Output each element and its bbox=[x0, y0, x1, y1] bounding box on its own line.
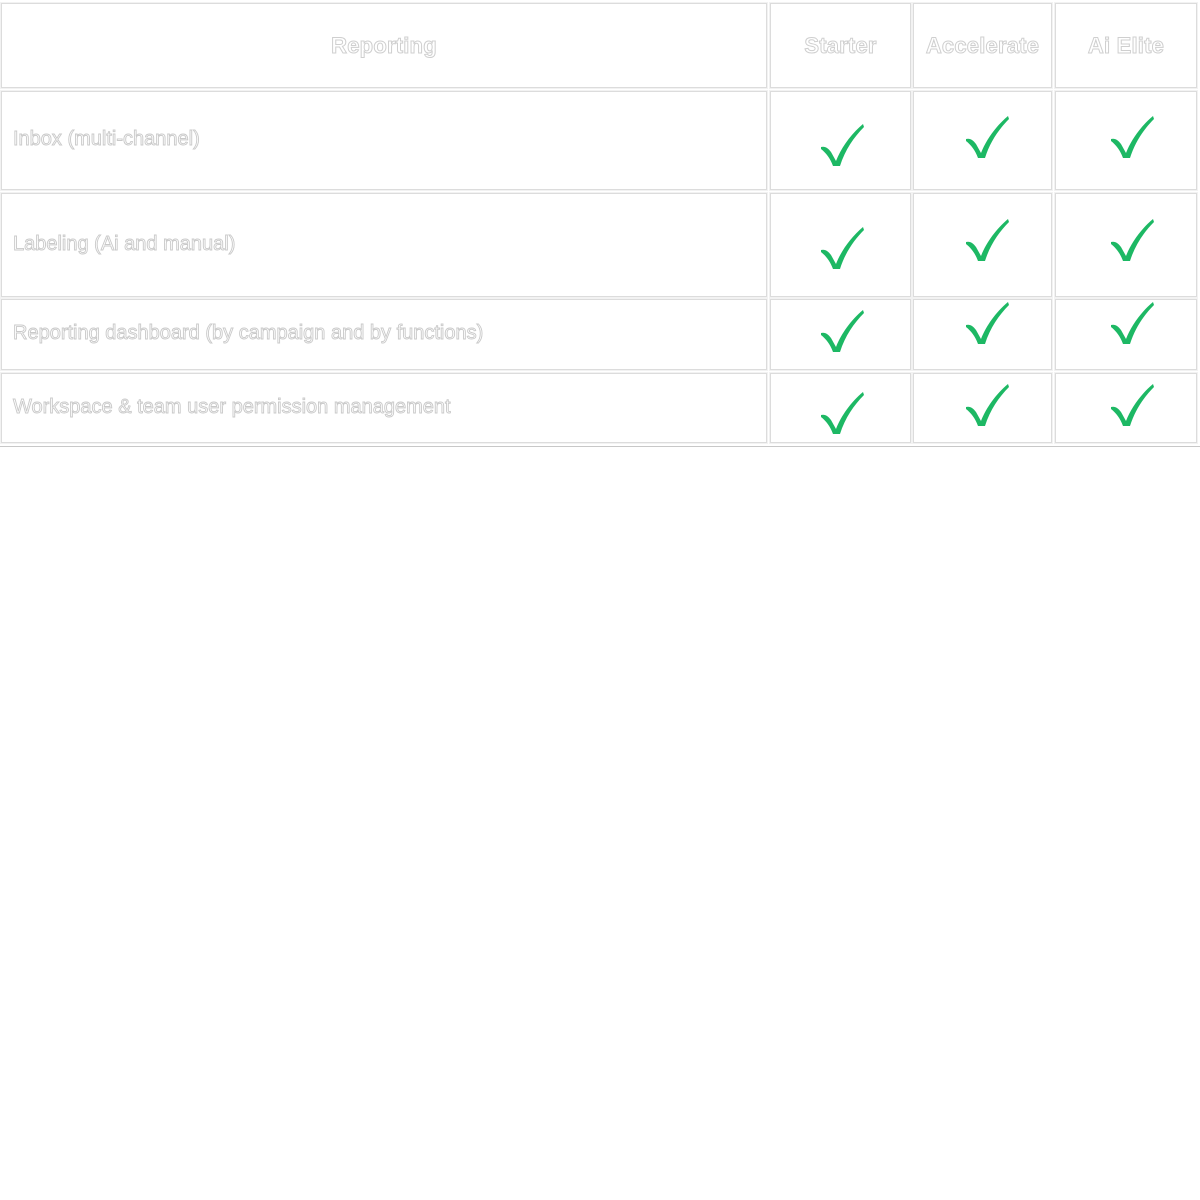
check-icon bbox=[964, 300, 1010, 346]
feature-label: Workspace & team user permission management bbox=[13, 396, 451, 418]
table-row-ai-elite-cell bbox=[1055, 373, 1197, 443]
feature-label: Inbox (multi-channel) bbox=[13, 128, 200, 150]
header-feature-cell bbox=[1, 3, 767, 88]
table-row-label-cell bbox=[1, 299, 767, 370]
check-icon bbox=[819, 122, 865, 168]
check-icon bbox=[964, 114, 1010, 160]
section-title: Reporting bbox=[331, 32, 437, 58]
reporting-comparison-table bbox=[0, 0, 1200, 447]
table-row-starter-cell bbox=[770, 91, 911, 190]
table-row-ai-elite-cell bbox=[1055, 91, 1197, 190]
check-icon bbox=[964, 217, 1010, 263]
feature-label: Reporting dashboard (by campaign and by functions) bbox=[13, 322, 484, 344]
check-icon bbox=[964, 382, 1010, 428]
header-plan-starter bbox=[770, 3, 911, 88]
check-icon bbox=[1109, 300, 1155, 346]
table-row-starter-cell bbox=[770, 193, 911, 297]
table-row-accelerate-cell bbox=[913, 373, 1052, 443]
check-icon bbox=[819, 225, 865, 271]
table-row-ai-elite-cell bbox=[1055, 299, 1197, 370]
check-icon bbox=[1109, 217, 1155, 263]
table-row-accelerate-cell bbox=[913, 193, 1052, 297]
table-row-starter-cell bbox=[770, 299, 911, 370]
check-icon bbox=[1109, 382, 1155, 428]
table-row-label-cell bbox=[1, 193, 767, 297]
table-row-accelerate-cell bbox=[913, 91, 1052, 190]
header-plan-ai-elite bbox=[1055, 3, 1197, 88]
check-icon bbox=[819, 308, 865, 354]
feature-label: Labeling (Ai and manual) bbox=[13, 233, 236, 255]
plan-name-accelerate: Accelerate bbox=[925, 32, 1040, 58]
table-row-accelerate-cell bbox=[913, 299, 1052, 370]
header-plan-accelerate bbox=[913, 3, 1052, 88]
check-icon bbox=[1109, 114, 1155, 160]
plan-name-starter: Starter bbox=[804, 32, 877, 58]
table-row-ai-elite-cell bbox=[1055, 193, 1197, 297]
table-row-label-cell bbox=[1, 91, 767, 190]
table-row-label-cell bbox=[1, 373, 767, 443]
plan-name-ai-elite: Ai Elite bbox=[1087, 32, 1165, 58]
check-icon bbox=[819, 390, 865, 436]
table-row-starter-cell bbox=[770, 373, 911, 443]
